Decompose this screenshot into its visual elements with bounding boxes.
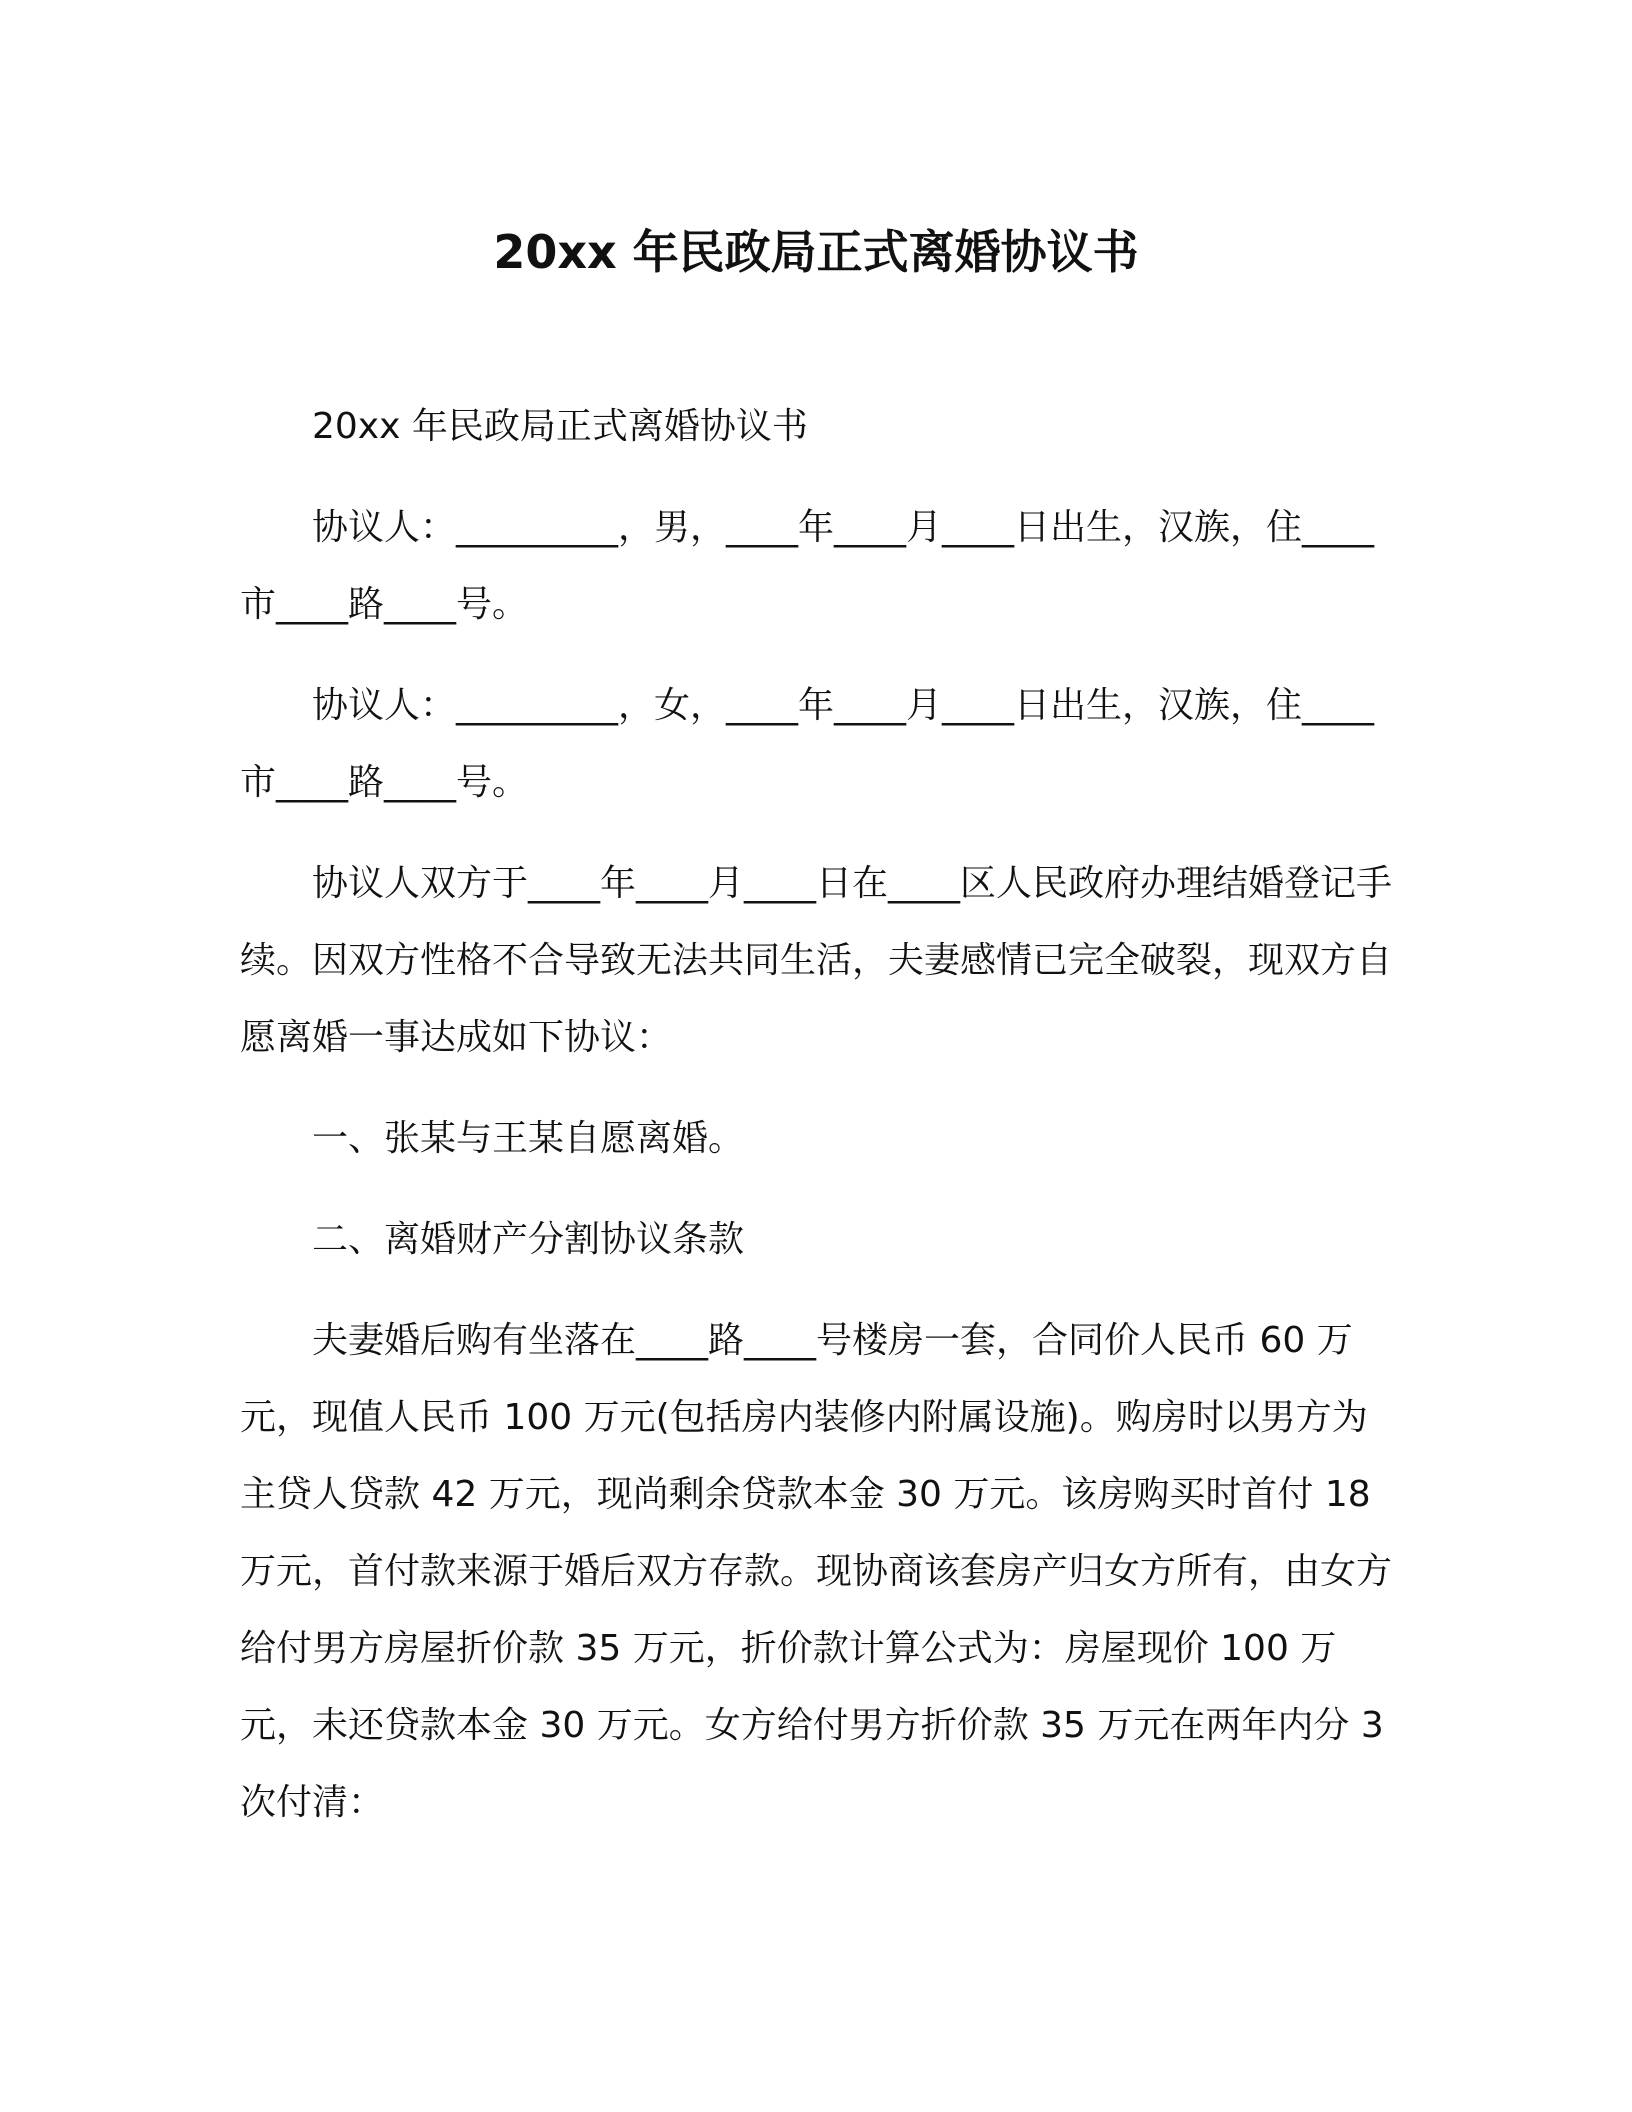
agreement-intro-paragraph: 协议人双方于____年____月____日在____区人民政府办理结婚登记手续。因双方性格不合导致无法共同生活，夫妻感情已完全破裂，现双方自愿离婚一事达成如下协议： [240,863,1393,1058]
document-body [240,388,1400,1841]
document-title: 20xx 年民政局正式离婚协议书 [493,225,1139,279]
party-male-paragraph: 协议人：_________，男，____年____月____日出生，汉族，住____市____路____号。 [240,507,1375,625]
clause-two-heading: 二、离婚财产分割协议条款 [312,1219,745,1260]
subtitle-paragraph: 20xx 年民政局正式离婚协议书 [312,406,808,447]
property-division-paragraph: 夫妻婚后购有坐落在____路____号楼房一套，合同价人民币 60 万元，现值人民币 100 万元(包括房内装修内附属设施)。购房时以男方为主贷人贷款 42 万元，现尚剩余贷款本金 30 万元。该房购买时首付 18 万元，首付款来源于婚后双方存款。现协商该套房产归女方所有，由女方给付男方房屋折价款 35 万元，折价款计算公式为：房屋现价 100 万元，未还贷款本金 30 万元。女方给付男方折价款 35 万元在两年内分 3 次付清： [240,1320,1396,1823]
clause-one-paragraph: 一、张某与王某自愿离婚。 [312,1118,745,1159]
party-female-paragraph: 协议人：_________，女，____年____月____日出生，汉族，住____市____路____号。 [240,685,1375,803]
